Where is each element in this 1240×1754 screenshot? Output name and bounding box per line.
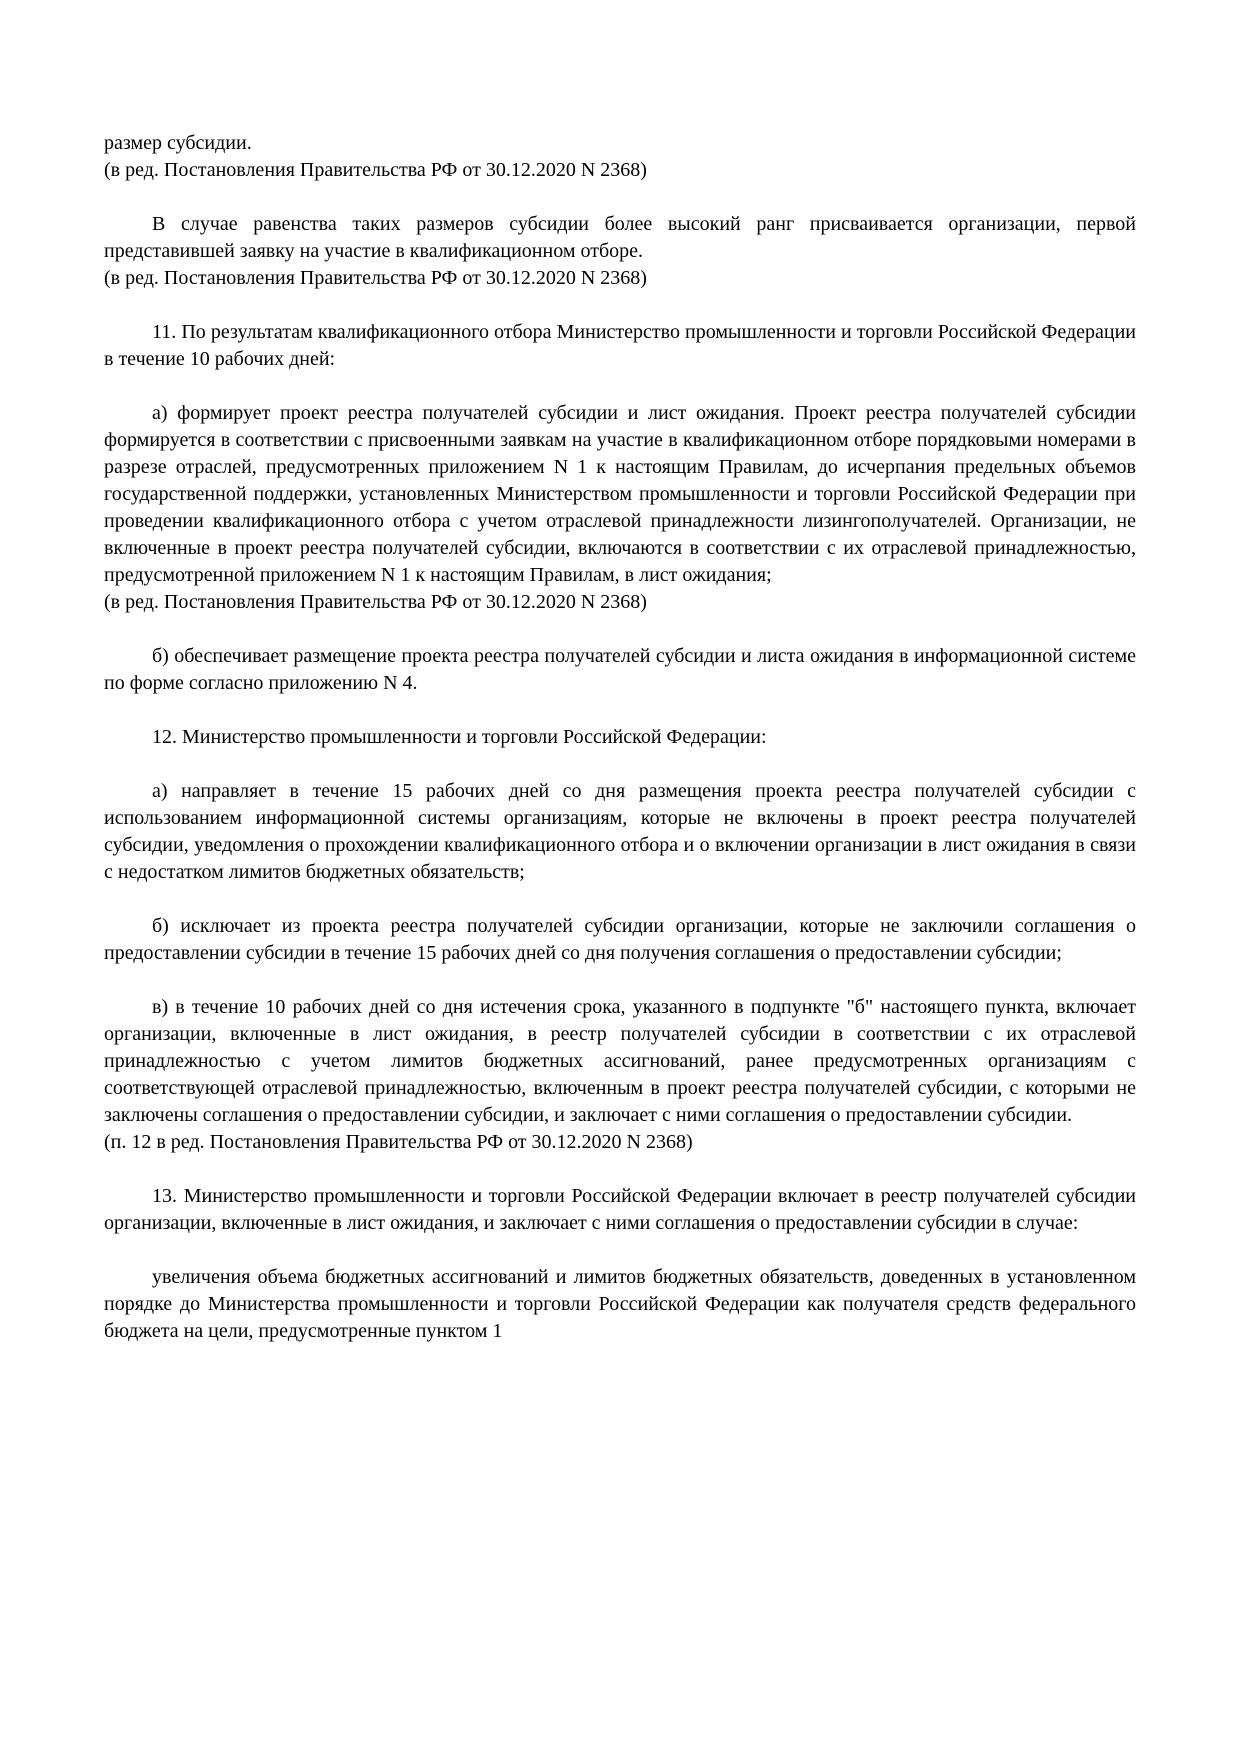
amendment-note: (в ред. Постановления Правительства РФ от 30.12.2020 N 2368) xyxy=(104,267,647,289)
amendment-note-clause-12: (п. 12 в ред. Постановления Правительства РФ от 30.12.2020 N 2368) xyxy=(104,1131,693,1153)
amendment-note: (в ред. Постановления Правительства РФ от 30.12.2020 N 2368) xyxy=(104,591,647,613)
clause-13-case: увеличения объема бюджетных ассигнований и лимитов бюджетных обязательств, доведенных в установленном порядке до Министерства промышленности и торговли Российской Федерации как получателя средств федерального бюджета на цели, предусмотренные пунктом 1 xyxy=(104,1266,1136,1342)
amendment-note: (в ред. Постановления Правительства РФ от 30.12.2020 N 2368) xyxy=(104,159,647,181)
clause-12-b: б) исключает из проекта реестра получателей субсидии организации, которые не заключили соглашения о предоставлении субсидии в течение 15 рабочих дней со дня получения соглашения о предоставлении субсидии; xyxy=(104,915,1136,964)
clause-12-a: а) направляет в течение 15 рабочих дней со дня размещения проекта реестра получателей субсидии с использованием информационной системы организациям, которые не включены в проект реестра получателей субсидии, уведомления о прохождении квалификационного отбора и о включении организации в лист ожидания в связи с недостатком лимитов бюджетных обязательств; xyxy=(104,780,1136,883)
clause-11-a: а) формирует проект реестра получателей субсидии и лист ожидания. Проект реестра получателей субсидии формируется в соответствии с присвоенными заявкам на участие в квалификационном отборе порядковыми номерами в разрезе отраслей, предусмотренных приложением N 1 к настоящим Правилам, до исчерпания предельных объемов государственной поддержки, установленных Министерством промышленности и торговли Российской Федерации при проведении квалификационного отбора с учетом отраслевой принадлежности лизингополучателей. Организации, не включенные в проект реестра получателей субсидии, включаются в соответствии с их отраслевой принадлежностью, предусмотренной приложением N 1 к настоящим Правилам, в лист ожидания; xyxy=(104,402,1136,586)
continued-text: размер субсидии. xyxy=(104,132,252,154)
clause-12-v: в) в течение 10 рабочих дней со дня истечения срока, указанного в подпункте "б" настоящего пункта, включает организации, включенные в лист ожидания, в реестр получателей субсидии в соответствии с их отраслевой принадлежностью с учетом лимитов бюджетных ассигнований, ранее предусмотренных организациям с соответствующей отраслевой принадлежностью, включенным в проект реестра получателей субсидии, с которыми не заключены соглашения о предоставлении субсидии, и заключает с ними соглашения о предоставлении субсидии. xyxy=(104,996,1136,1126)
clause-11: 11. По результатам квалификационного отбора Министерство промышленности и торговли Российской Федерации в течение 10 рабочих дней: xyxy=(104,321,1136,370)
clause-12: 12. Министерство промышленности и торговли Российской Федерации: xyxy=(152,726,767,748)
paragraph-equal-size-rule: В случае равенства таких размеров субсидии более высокий ранг присваивается организации, первой представившей заявку на участие в квалификационном отборе. xyxy=(104,213,1136,262)
clause-13: 13. Министерство промышленности и торговли Российской Федерации включает в реестр получателей субсидии организации, включенные в лист ожидания, и заключает с ними соглашения о предоставлении субсидии в случае: xyxy=(104,1185,1136,1234)
clause-11-b: б) обеспечивает размещение проекта реестра получателей субсидии и листа ожидания в информационной системе по форме согласно приложению N 4. xyxy=(104,645,1136,694)
